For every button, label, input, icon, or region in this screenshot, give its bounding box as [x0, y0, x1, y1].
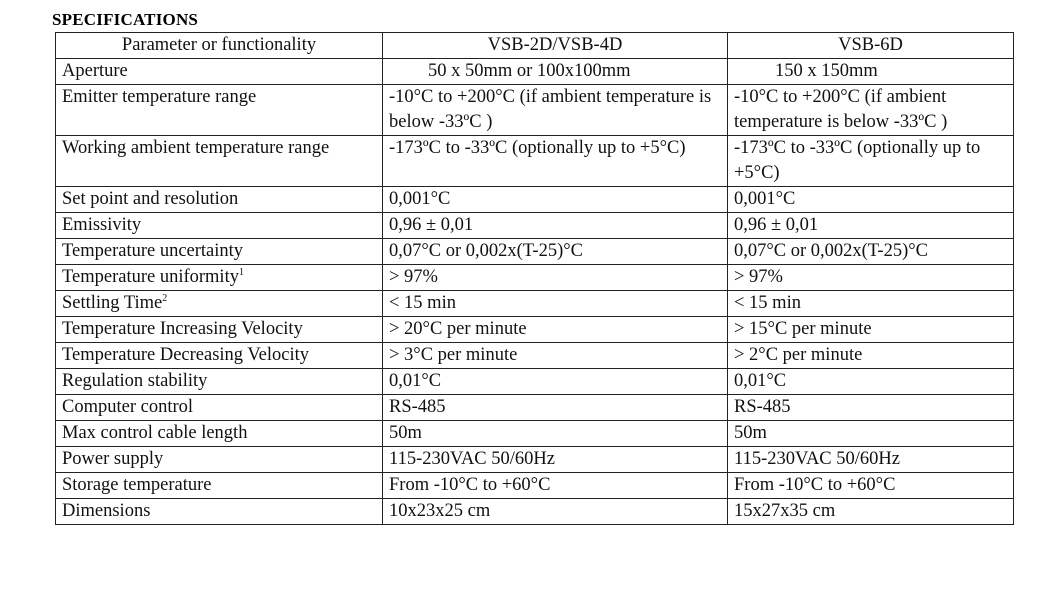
row-param: Working ambient temperature range: [56, 136, 383, 187]
row-param: Power supply: [56, 447, 383, 473]
footnote-marker: 2: [162, 293, 168, 304]
row-param: Aperture: [56, 59, 383, 85]
row-value-vsb-6d: > 97%: [728, 265, 1014, 291]
row-param: Computer control: [56, 395, 383, 421]
row-value-vsb-6d: > 2°C per minute: [728, 343, 1014, 369]
row-param: Settling Time: [62, 293, 163, 313]
row-param: Temperature uncertainty: [56, 239, 383, 265]
table-row: [56, 369, 1014, 395]
row-value-vsb-6d: 0,01°C: [728, 369, 1014, 395]
table-row: [56, 136, 1014, 187]
row-param-cell: [56, 291, 383, 317]
row-value-vsb-6d: 0,001°C: [728, 187, 1014, 213]
row-value-vsb-2d-4d: 50m: [383, 421, 728, 447]
row-value-vsb-2d-4d: -173ºC to -33ºC (optionally up to +5°C): [383, 136, 728, 187]
row-param-cell: [56, 265, 383, 291]
footnote-marker: 1: [238, 267, 244, 278]
row-value-vsb-2d-4d: 0,01°C: [383, 369, 728, 395]
table-row: [56, 59, 1014, 85]
section-title: SPECIFICATIONS: [52, 10, 199, 29]
table-row: [56, 265, 1014, 291]
row-value-vsb-2d-4d: > 97%: [383, 265, 728, 291]
row-value-vsb-2d-4d: 0,001°C: [383, 187, 728, 213]
row-value-vsb-2d-4d: 0,07°C or 0,002x(T-25)°C: [383, 239, 728, 265]
row-value-vsb-6d: -10°C to +200°C (if ambient temperature is below -33ºC ): [728, 85, 1014, 136]
row-value-vsb-6d: 15x27x35 cm: [728, 499, 1014, 525]
table-row: [56, 85, 1014, 136]
row-value-vsb-2d-4d: > 20°C per minute: [383, 317, 728, 343]
table-row: [56, 317, 1014, 343]
row-param: Temperature uniformity: [62, 267, 239, 287]
row-value-vsb-6d: 115-230VAC 50/60Hz: [728, 447, 1014, 473]
row-value-vsb-2d-4d: RS-485: [383, 395, 728, 421]
row-param: Temperature Decreasing Velocity: [56, 343, 383, 369]
row-param: Temperature Increasing Velocity: [56, 317, 383, 343]
row-value-vsb-6d: 150 x 150mm: [728, 59, 1014, 85]
table-row: [56, 447, 1014, 473]
row-value-vsb-2d-4d: < 15 min: [383, 291, 728, 317]
row-value-vsb-6d: 0,96 ± 0,01: [728, 213, 1014, 239]
table-header-row: [56, 33, 1014, 59]
row-param: Set point and resolution: [56, 187, 383, 213]
row-value-vsb-6d: -173ºC to -33ºC (optionally up to +5°C): [728, 136, 1014, 187]
row-value-vsb-2d-4d: From -10°C to +60°C: [383, 473, 728, 499]
row-param: Dimensions: [56, 499, 383, 525]
row-value-vsb-2d-4d: 10x23x25 cm: [383, 499, 728, 525]
header-parameter: Parameter or functionality: [56, 33, 383, 59]
row-param: Storage temperature: [56, 473, 383, 499]
row-value-vsb-6d: < 15 min: [728, 291, 1014, 317]
row-param: Max control cable length: [56, 421, 383, 447]
header-vsb-6d: VSB-6D: [728, 33, 1014, 59]
row-param: Emissivity: [56, 213, 383, 239]
row-value-vsb-2d-4d: -10°C to +200°C (if ambient temperature is below -33ºC ): [383, 85, 728, 136]
table-row: [56, 213, 1014, 239]
specifications-table: [55, 32, 1014, 525]
row-value-vsb-6d: 50m: [728, 421, 1014, 447]
table-row: [56, 395, 1014, 421]
table-row: [56, 499, 1014, 525]
table-row: [56, 343, 1014, 369]
row-param: Regulation stability: [56, 369, 383, 395]
table-row: [56, 421, 1014, 447]
header-vsb-2d-4d: VSB-2D/VSB-4D: [383, 33, 728, 59]
row-value-vsb-2d-4d: 0,96 ± 0,01: [383, 213, 728, 239]
row-value-vsb-2d-4d: 50 x 50mm or 100x100mm: [383, 59, 728, 85]
table-row: [56, 291, 1014, 317]
table-row: [56, 473, 1014, 499]
row-param: Emitter temperature range: [56, 85, 383, 136]
row-value-vsb-6d: RS-485: [728, 395, 1014, 421]
table-row: [56, 187, 1014, 213]
row-value-vsb-2d-4d: > 3°C per minute: [383, 343, 728, 369]
row-value-vsb-6d: > 15°C per minute: [728, 317, 1014, 343]
row-value-vsb-2d-4d: 115-230VAC 50/60Hz: [383, 447, 728, 473]
table-row: [56, 239, 1014, 265]
row-value-vsb-6d: From -10°C to +60°C: [728, 473, 1014, 499]
row-value-vsb-6d: 0,07°C or 0,002x(T-25)°C: [728, 239, 1014, 265]
